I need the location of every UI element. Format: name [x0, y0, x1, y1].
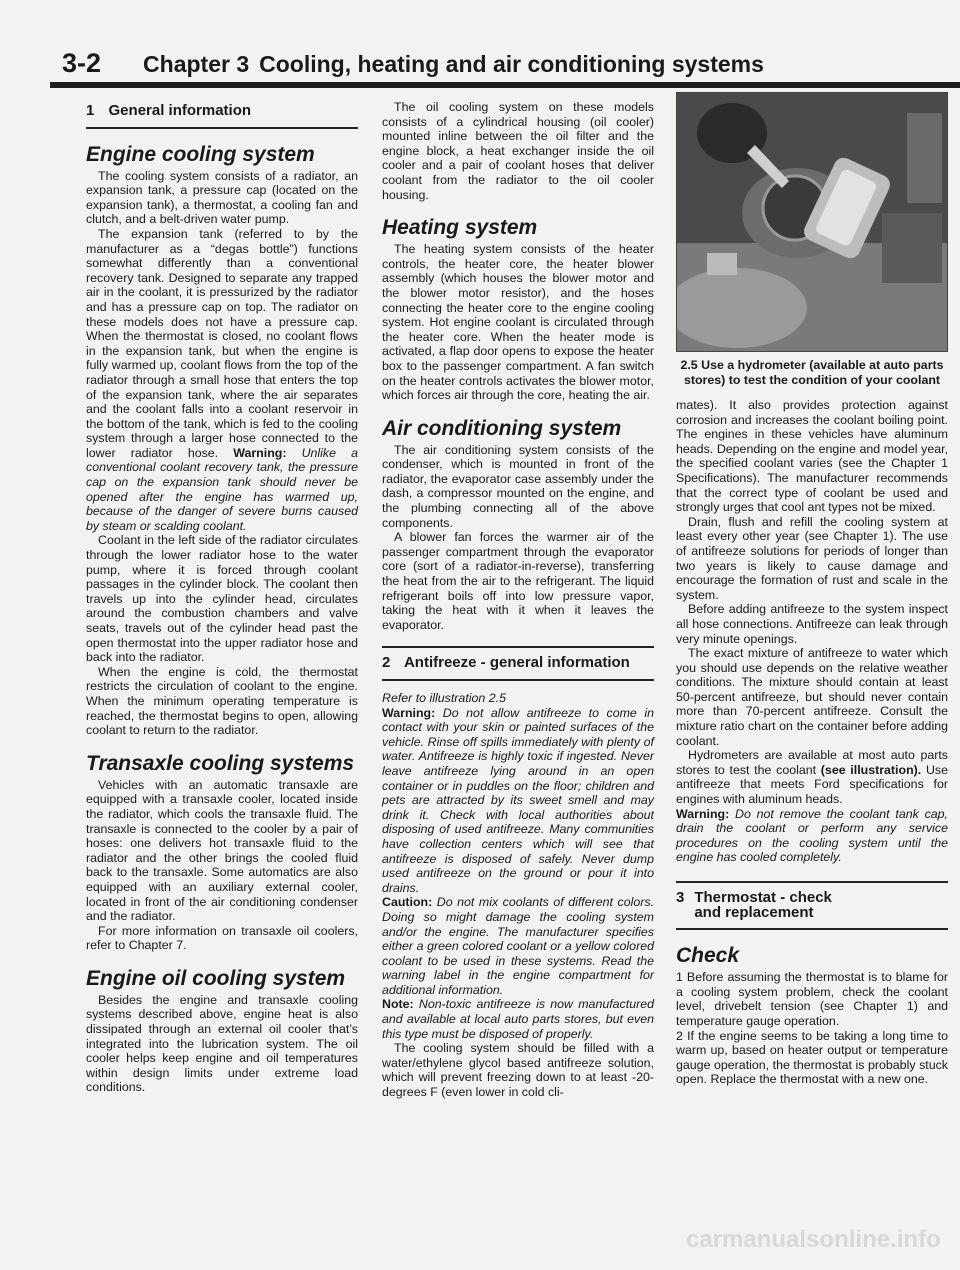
- warning-paragraph: [676, 807, 948, 865]
- section-number: 1: [86, 102, 95, 119]
- warning-text: Unlike a conventional coolant recovery tank, the pressure cap on the expansion tank should never be opened after the engine has warmed up, because of the danger of severe burns caused by steam or scalding coolant.: [86, 445, 358, 533]
- caution-label: Caution:: [382, 895, 433, 910]
- section-title: Thermostat - check and replacement: [694, 889, 832, 921]
- paragraph: The cooling system should be filled with a water/ethylene glycol based antifreeze solution, which will prevent freezing down to at least -20-degrees F (even lower in cold cli-: [382, 1041, 654, 1100]
- transaxle-heading: Transaxle cooling systems: [86, 751, 355, 775]
- paragraph: mates). It also provides protection against corrosion and increases the coolant boiling point. The engines in these vehicles have aluminum heads. Depending on the engine and model year, the specified coolant varies (see the Chapter 1 Specifications). The manufacturer recommends that the correct type of coolant be used and strongly urges that cool ant types not be mixed.: [676, 398, 948, 515]
- paragraph: Besides the engine and transaxle cooling systems described above, engine heat is also dissipated through an external oil cooler that’s integrated into the lubrication system. The oil cooler helps keep engine and oil temperatures within design limits under extreme load conditions.: [86, 992, 358, 1095]
- note-paragraph: [382, 997, 654, 1041]
- hydrometer-photo: [676, 92, 948, 352]
- paragraph: Vehicles with an automatic transaxle are equipped with a transaxle cooler, located inside the radiator, which cools the transaxle fluid. The transaxle is connected to the cooler by a pair of hoses: one delivers hot transaxle fluid to the radiator and the other brings the cooled fluid back to the transaxle. Some automatics are also equipped with an auxiliary external cooler, located in front of the air conditioning condenser and the radiator.: [86, 777, 358, 924]
- note-text: Non-toxic antifreeze is now manufactured and available at local auto parts stores, but even this type must be disposed of properly.: [382, 997, 654, 1041]
- illustration-reference: Refer to illustration 2.5: [382, 691, 506, 705]
- engine-cooling-heading: Engine cooling system: [86, 142, 315, 166]
- step-2: 2 If the engine seems to be taking a long time to warm up, based on heater output or temperature gauge operation, the thermostat is probably stuck open. Replace the thermostat with a new one.: [676, 1028, 948, 1087]
- warning-label: Warning:: [676, 806, 730, 821]
- paragraph: The exact mixture of antifreeze to water which you should use depends on the relative weather conditions. The mixture should contain at least 50-percent antifreeze, but should never contain more than 70-percent antifreeze. Consult the mixture ratio chart on the container before adding coolant.: [676, 646, 948, 748]
- column-1: [86, 100, 358, 1095]
- paragraph: Coolant in the left side of the radiator circulates through the lower radiator hose to the water pump, where it is forced through coolant passages in the cylinder block. The coolant then travels up into the cylinder head, circulates around the combustion chambers and valve seats, travels out of the cylinder head past the open thermostat into the upper radiator hose and back into the radiator.: [86, 533, 358, 665]
- section-1-heading: [86, 104, 358, 129]
- paragraph: When the engine is cold, the thermostat restricts the circulation of coolant to the engine. When the minimum operating temperature is reached, the thermostat begins to open, allowing coolant to return to the radiator.: [86, 664, 358, 738]
- column-3: [676, 92, 948, 1087]
- illustration-reference: (see illustration).: [820, 762, 922, 777]
- heating-heading: Heating system: [382, 216, 538, 240]
- paragraph: A blower fan forces the warmer air of the passenger compartment through the evaporator core (sort of a radiator-in-reverse), transferring the heat from the air to the refrigerant. The liquid refrigerant boils off into low pressure vapor, taking the heat with it when it leaves the evaporator.: [382, 530, 654, 632]
- section-title: General information: [108, 102, 252, 119]
- warning-paragraph: [382, 706, 654, 896]
- step-1: 1 Before assuming the thermostat is to blame for a cooling system problem, check the coolant level, drivebelt tension (see Chapter 1) and temperature gauge operation.: [676, 970, 948, 1028]
- ac-heading: Air conditioning system: [382, 416, 622, 440]
- oil-cooling-heading: Engine oil cooling system: [86, 966, 346, 990]
- chapter-label: Chapter 3: [143, 51, 250, 77]
- section-title: Antifreeze - general information: [403, 654, 630, 672]
- caution-paragraph: [382, 895, 654, 997]
- chapter-title: Cooling, heating and air conditioning systems: [259, 51, 764, 77]
- paragraph: The air conditioning system consists of the condenser, which is mounted in front of the radiator, the evaporator case assembly under the dash, a compressor mounted on the engine, and the plumbing connecting all of the above components.: [382, 442, 654, 530]
- paragraph: The heating system consists of the heater controls, the heater core, the heater blower assembly (which houses the blower motor and the blower motor resistor), and the hoses connecting the heater core to the engine cooling system. Hot engine coolant is circulated through the heater core. When the heater mode is activated, a flap door opens to expose the heater box to the passenger compartment. A fan switch on the heater controls activates the blower motor, which forces air through the core, heating the air.: [382, 242, 654, 403]
- check-heading: Check: [676, 944, 740, 968]
- paragraph: The cooling system consists of a radiator, an expansion tank, a pressure cap (located on the expansion tank), a thermostat, a cooling fan and clutch, and a belt-driven water pump.: [86, 168, 358, 227]
- section-3-heading: [676, 881, 948, 930]
- paragraph: [86, 227, 358, 533]
- section-number: 2: [382, 654, 391, 672]
- warning-label: Warning:: [233, 445, 287, 460]
- paragraph: [676, 748, 948, 806]
- page-number: 3-2: [62, 48, 102, 78]
- paragraph: Before adding antifreeze to the system inspect all hose connections. Antifreeze can leak through very minute openings.: [676, 602, 948, 646]
- watermark: carmanualsonline.info: [686, 1226, 941, 1253]
- section-number: 3: [676, 889, 685, 906]
- section-2-heading: [382, 646, 654, 681]
- header-rule: [50, 82, 960, 88]
- note-label: Note:: [382, 997, 414, 1012]
- caution-text: Do not mix coolants of different colors. Doing so might damage the cooling system and/or the engine. The manufacturer specifies either a green colored coolant or a yellow colored coolant to be used in these systems. Read the warning label in the engine compartment for additional information.: [382, 895, 654, 997]
- column-2: [382, 100, 654, 1100]
- warning-text: Do not remove the coolant tank cap, drain the coolant or perform any service procedures on the cooling system until the engine has cooled completely.: [676, 806, 948, 865]
- paragraph-text: The expansion tank (referred to by the manufacturer as a “degas bottle”) functions somewhat differently than a conventional recovery tank. Designed to separate any trapped air in the coolant, it is pressurized by the radiator and has a pressure cap on top. The radiator on these models does not have a pressure cap. When the thermostat is closed, no coolant flows in the expansion tank, but when the engine is fully warmed up, coolant flows from the top of the radiator through a small hose that enters the top of the expansion tank, where the air separates and the coolant falls into a coolant reservoir in the bottom of the tank, which is fed to the cooling system through a larger hose connected to the lower radiator hose.: [86, 226, 358, 460]
- paragraph-text: Use antifreeze that meets Ford specifications for engines with aluminum heads.: [676, 762, 948, 807]
- warning-text: Do not allow antifreeze to come in contact with your skin or painted surfaces of the vehicle. Rinse off spills immediately with plenty of water. Antifreeze is highly toxic if ingested. Never leave antifreeze lying around in an open container or in puddles on the floor; children and pets are attracted by its sweet smell and may drink it. Check with local authorities about disposing of used antifreeze. Many communities have collection centers which will see that antifreeze is disposed of safely. Never dump used antifreeze on the ground or pour it into drains.: [382, 705, 654, 895]
- warning-label: Warning:: [382, 705, 436, 720]
- paragraph: The oil cooling system on these models consists of a cylindrical housing (oil cooler) mounted inline between the oil filter and the engine block, a heat exchanger inside the oil cooler and a pair of coolant hoses that deliver coolant from the radiator to the oil cooler housing.: [382, 100, 654, 202]
- paragraph: For more information on transaxle oil coolers, refer to Chapter 7.: [86, 923, 358, 953]
- paragraph: Drain, flush and refill the cooling system at least every other year (see Chapter 1). The use of antifreeze solutions for periods of longer than two years is likely to cause damage and encourage the formation of rust and scale in the system.: [676, 514, 948, 602]
- paragraph-text: Hydrometers are available at most auto parts stores to test the coolant: [676, 748, 948, 777]
- page-header: [62, 48, 960, 82]
- photo-caption: 2.5 Use a hydrometer (available at auto parts stores) to test the condition of your coolant: [680, 358, 944, 387]
